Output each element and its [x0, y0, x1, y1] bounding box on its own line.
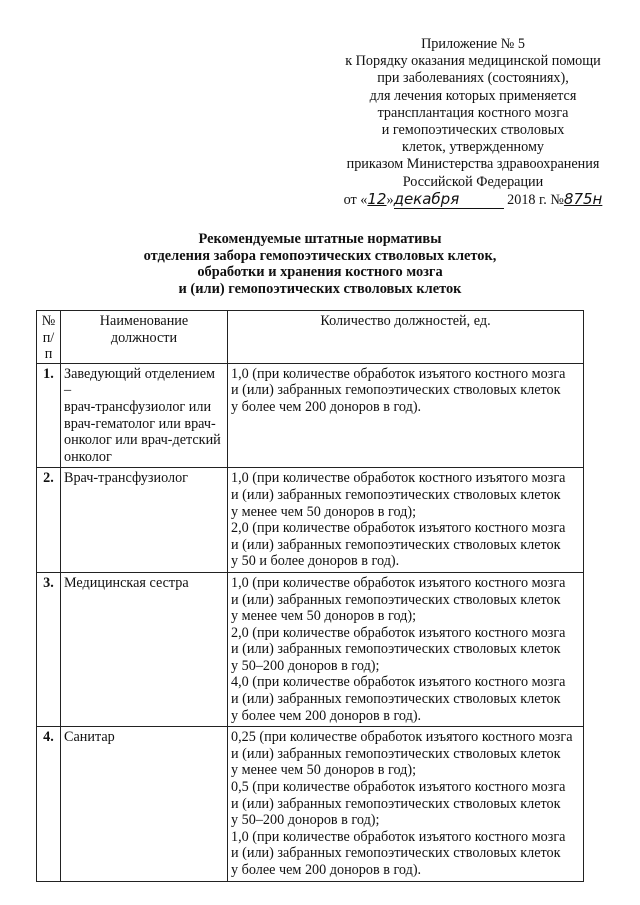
order-year: 2018 г. №: [507, 191, 564, 208]
count-line: у более чем 200 доноров в год).: [231, 398, 422, 415]
count-line: и (или) забранных гемопоэтических стволовых клеток: [231, 795, 561, 812]
staff-norms-table: [36, 310, 584, 882]
table-header-row: [37, 311, 584, 364]
header-count: Количество должностей, ед.: [228, 311, 584, 364]
count-line: у 50–200 доноров в год);: [231, 812, 380, 829]
count-line: 2,0 (при количестве обработок изъятого костного мозга: [231, 624, 566, 641]
header-line: для лечения которых применяется: [369, 87, 577, 104]
table-row: [37, 572, 584, 726]
count-line: у менее чем 50 доноров в год);: [231, 503, 417, 520]
header-position-line: Наименование: [99, 313, 189, 329]
document-title: [0, 231, 640, 297]
count-line: 0,25 (при количестве обработок изъятого костного мозга: [231, 729, 573, 746]
count-line: у менее чем 50 доноров в год);: [231, 762, 417, 779]
count-line: у 50 и более доноров в год).: [231, 553, 400, 570]
appendix-header: [320, 36, 626, 211]
count-line: 2,0 (при количестве обработок изъятого костного мозга: [231, 520, 566, 537]
position-line: Заведующий отделением –: [64, 365, 215, 399]
header-line: Российской Федерации: [402, 173, 544, 190]
header-num: [37, 311, 61, 364]
position-name: [61, 727, 228, 881]
row-number: 3.: [37, 572, 61, 726]
table-body: [37, 363, 584, 881]
count-line: и (или) забранных гемопоэтических стволовых клеток: [231, 845, 561, 862]
count-line: у 50–200 доноров в год);: [231, 657, 380, 674]
title-line: обработки и хранения костного мозга: [197, 264, 443, 281]
position-line: врач-гематолог или врач-: [64, 415, 216, 432]
order-day: 12: [367, 189, 387, 208]
header-num-line: п/п: [42, 329, 55, 363]
order-prefix: от «: [343, 191, 368, 208]
header-num-line: №: [41, 313, 56, 329]
count-line: у более чем 200 доноров в год).: [231, 707, 422, 724]
position-count: [228, 468, 584, 573]
count-line: и (или) забранных гемопоэтических стволовых клеток: [231, 382, 561, 399]
header-line: при заболеваниях (состояниях),: [377, 70, 569, 87]
count-line: и (или) забранных гемопоэтических стволовых клеток: [231, 745, 561, 762]
header-line: и гемопоэтических стволовых: [381, 122, 565, 139]
count-line: у менее чем 50 доноров в год);: [231, 608, 417, 625]
position-count: [228, 363, 584, 468]
count-line: и (или) забранных гемопоэтических стволовых клеток: [231, 486, 561, 503]
position-line: онколог или врач-детский: [64, 432, 221, 449]
header-line: Приложение № 5: [421, 36, 525, 52]
count-line: 1,0 (при количестве обработок изъятого костного мозга: [231, 365, 566, 382]
position-line: онколог: [64, 448, 112, 465]
row-number: 2.: [37, 468, 61, 573]
count-line: 1,0 (при количестве обработок изъятого костного мозга: [231, 828, 566, 845]
order-number: 875н: [563, 189, 603, 208]
count-line: и (или) забранных гемопоэтических стволовых клеток: [231, 691, 561, 708]
title-line: и (или) гемопоэтических стволовых клеток: [178, 280, 462, 297]
order-month: декабря: [394, 191, 504, 209]
count-line: и (или) забранных гемопоэтических стволовых клеток: [231, 591, 561, 608]
order-date-line: [320, 191, 626, 211]
title-line: отделения забора гемопоэтических стволовых клеток,: [143, 247, 497, 264]
position-count: [228, 727, 584, 881]
header-line: клеток, утвержденному: [401, 139, 545, 156]
count-line: 4,0 (при количестве обработок изъятого костного мозга: [231, 674, 566, 691]
header-line: трансплантация костного мозга: [377, 104, 569, 121]
row-number: 1.: [37, 363, 61, 468]
table-row: [37, 727, 584, 881]
position-line: врач-трансфузиолог или: [64, 398, 212, 415]
position-line: Медицинская сестра: [64, 574, 189, 591]
count-line: 0,5 (при количестве обработок изъятого костного мозга: [231, 779, 566, 796]
title-line: Рекомендуемые штатные нормативы: [198, 231, 442, 247]
position-line: Врач-трансфузиолог: [64, 470, 189, 487]
position-name: [61, 363, 228, 468]
header-line: к Порядку оказания медицинской помощи: [345, 53, 601, 70]
row-number: 4.: [37, 727, 61, 881]
count-line: и (или) забранных гемопоэтических стволовых клеток: [231, 536, 561, 553]
table-row: [37, 468, 584, 573]
table-row: [37, 363, 584, 468]
position-line: Санитар: [64, 729, 115, 746]
order-mid: »: [386, 191, 394, 208]
count-line: 1,0 (при количестве обработок костного изъятого мозга: [231, 470, 566, 487]
count-line: у более чем 200 доноров в год).: [231, 862, 422, 878]
position-name: [61, 572, 228, 726]
count-line: и (или) забранных гемопоэтических стволовых клеток: [231, 641, 561, 658]
header-position-line: должности: [110, 329, 178, 346]
position-count: [228, 572, 584, 726]
header-line: приказом Министерства здравоохранения: [346, 156, 600, 173]
header-position: [61, 311, 228, 364]
count-line: 1,0 (при количестве обработок изъятого костного мозга: [231, 574, 566, 591]
position-name: [61, 468, 228, 573]
